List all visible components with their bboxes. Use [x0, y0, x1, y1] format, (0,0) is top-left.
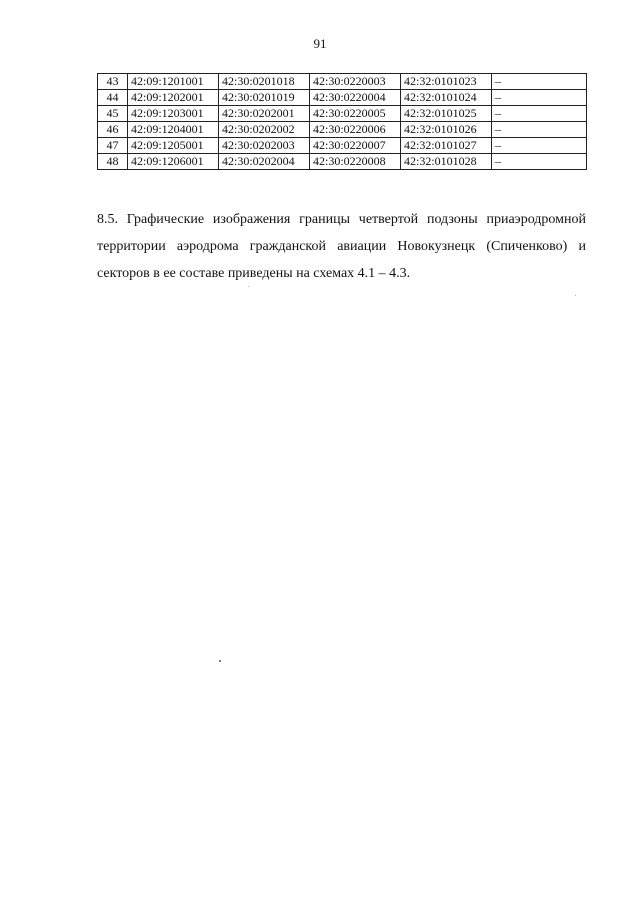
row-number-cell: 46	[98, 122, 128, 138]
cadastral-number-cell: 42:32:0101027	[401, 138, 492, 154]
table-row	[98, 106, 587, 122]
table-row	[98, 90, 587, 106]
table-row	[98, 138, 587, 154]
cadastral-number-cell: 42:30:0220008	[310, 154, 401, 170]
table-row	[98, 154, 587, 170]
paragraph-8-5: 8.5. Графические изображения границы четвертой подзоны приаэродромной территории аэродрома гражданской авиации Новокузнецк (Спиченково) и секторов в ее составе приведены на схемах 4.1 – 4.3.	[97, 212, 586, 281]
dash-cell: –	[492, 122, 587, 138]
table-row	[98, 122, 587, 138]
dash-cell: –	[492, 106, 587, 122]
scan-speck	[248, 286, 249, 287]
row-number-cell: 43	[98, 74, 128, 90]
cadastral-number-cell: 42:09:1206001	[128, 154, 219, 170]
row-number-cell: 45	[98, 106, 128, 122]
cadastral-number-cell: 42:30:0220003	[310, 74, 401, 90]
cadastral-number-cell: 42:09:1204001	[128, 122, 219, 138]
cadastral-numbers-table	[97, 73, 587, 170]
cadastral-number-cell: 42:30:0220005	[310, 106, 401, 122]
table-row	[98, 74, 587, 90]
cadastral-number-cell: 42:30:0201018	[219, 74, 310, 90]
cadastral-number-cell: 42:09:1205001	[128, 138, 219, 154]
cadastral-number-cell: 42:32:0101025	[401, 106, 492, 122]
cadastral-number-cell: 42:30:0220007	[310, 138, 401, 154]
cadastral-number-cell: 42:30:0201019	[219, 90, 310, 106]
cadastral-number-cell: 42:30:0202003	[219, 138, 310, 154]
cadastral-number-cell: 42:30:0220004	[310, 90, 401, 106]
dash-cell: –	[492, 138, 587, 154]
cadastral-number-cell: 42:09:1202001	[128, 90, 219, 106]
cadastral-number-cell: 42:32:0101026	[401, 122, 492, 138]
cadastral-number-cell: 42:30:0220006	[310, 122, 401, 138]
cadastral-number-cell: 42:09:1201001	[128, 74, 219, 90]
scan-speck	[575, 295, 576, 296]
cadastral-number-cell: 42:09:1203001	[128, 106, 219, 122]
row-number-cell: 44	[98, 90, 128, 106]
cadastral-number-cell: 42:30:0202002	[219, 122, 310, 138]
dash-cell: –	[492, 74, 587, 90]
scan-speck	[219, 660, 221, 662]
cadastral-number-cell: 42:32:0101023	[401, 74, 492, 90]
row-number-cell: 48	[98, 154, 128, 170]
cadastral-number-cell: 42:30:0202001	[219, 106, 310, 122]
cadastral-number-cell: 42:30:0202004	[219, 154, 310, 170]
cadastral-number-cell: 42:32:0101028	[401, 154, 492, 170]
page-number: 91	[313, 36, 327, 51]
dash-cell: –	[492, 90, 587, 106]
dash-cell: –	[492, 154, 587, 170]
row-number-cell: 47	[98, 138, 128, 154]
cadastral-number-cell: 42:32:0101024	[401, 90, 492, 106]
